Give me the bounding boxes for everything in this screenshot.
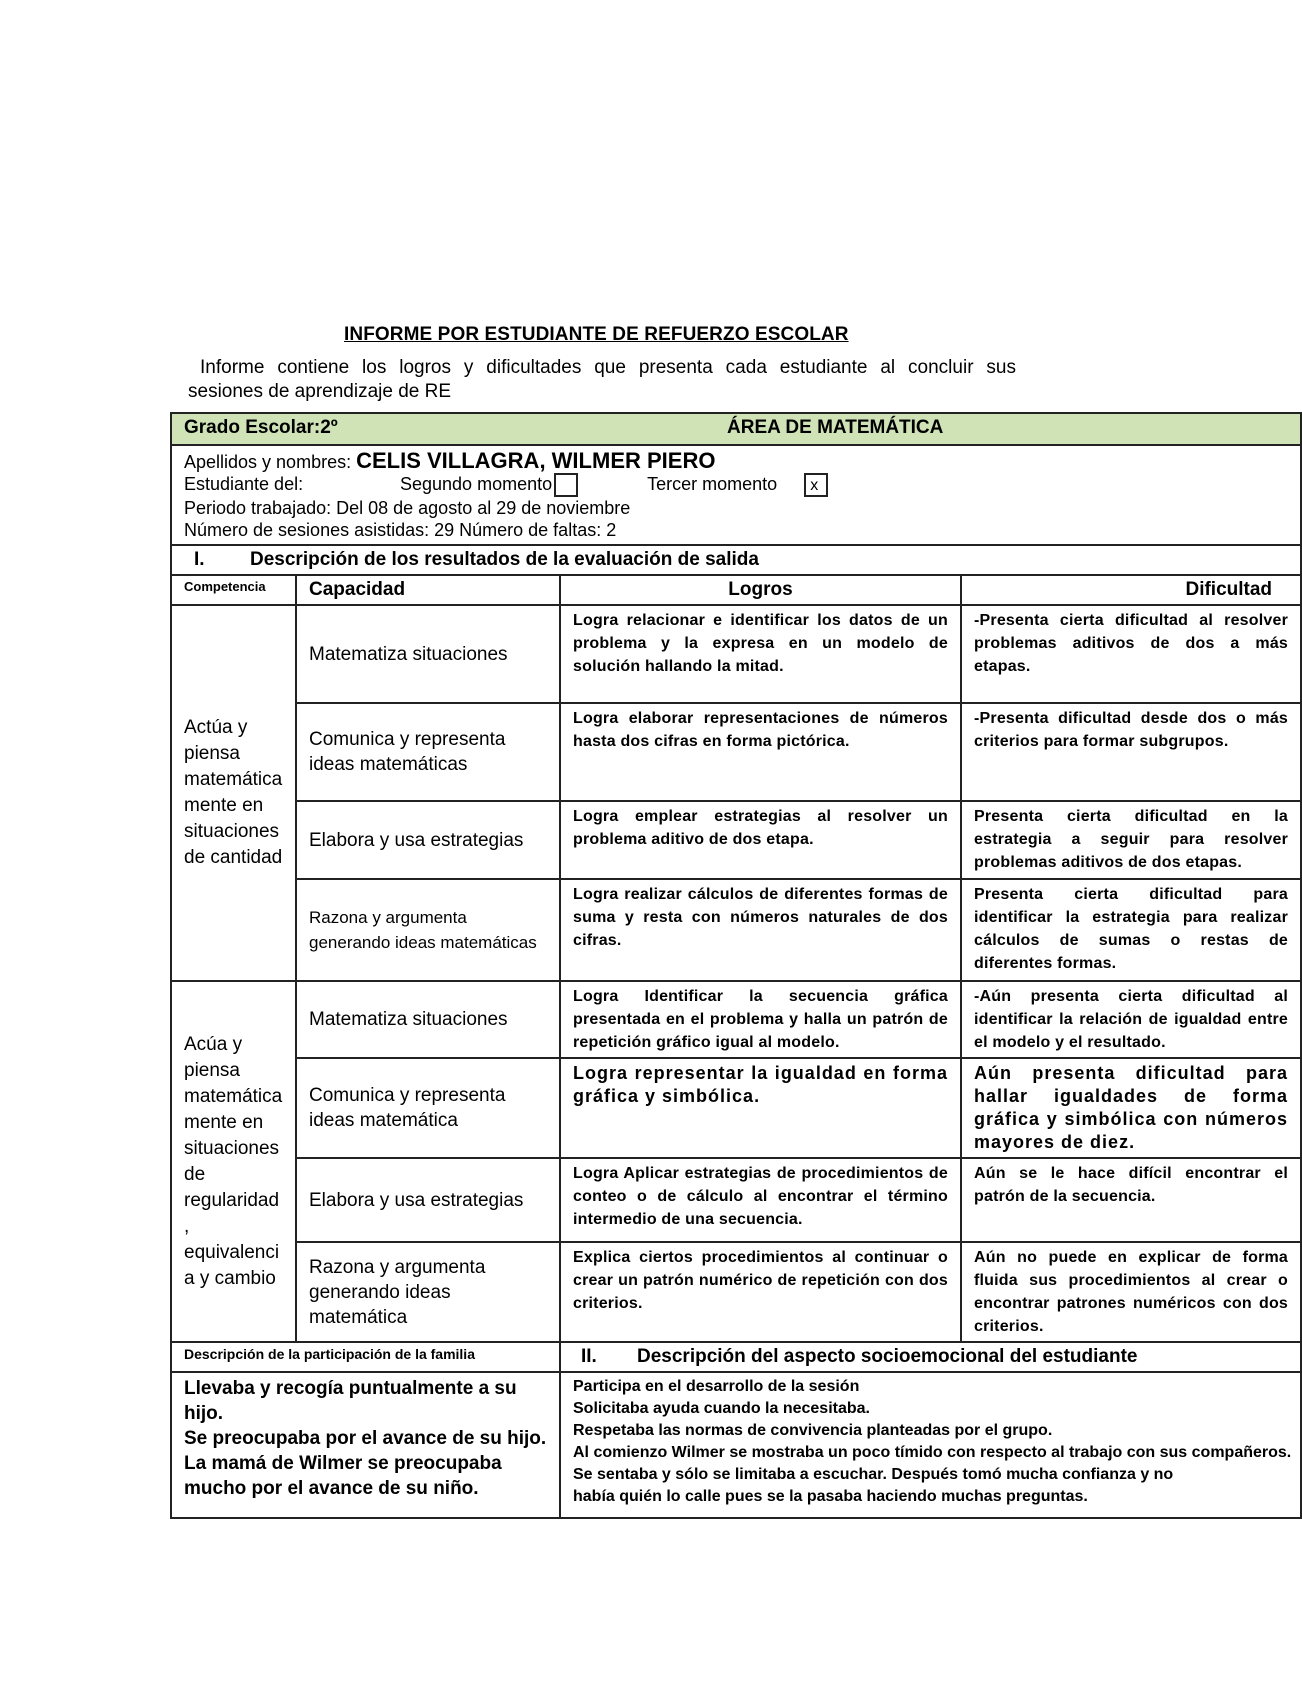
table-row: [171, 703, 1301, 801]
report-table-frame: [170, 412, 1292, 1506]
table-row: [171, 879, 1301, 981]
capacidad-cell: Elabora y usa estrategias: [296, 801, 560, 879]
table-row: [171, 1158, 1301, 1242]
competencia-1: Actúa y piensa matemática mente en situaciones de cantidad: [171, 605, 296, 981]
socio-line: Solicitaba ayuda cuando la necesitaba.: [573, 1400, 870, 1418]
socioemotional-description: [560, 1372, 1301, 1518]
logro-cell: Logra representar la igualdad en forma gráfica y simbólica.: [560, 1058, 961, 1158]
dificultad-cell: -Aún presenta cierta dificultad al identificar la relación de igualdad entre el modelo y el resultado.: [961, 981, 1301, 1058]
table-row: [171, 605, 1301, 703]
table-row: [171, 801, 1301, 879]
family-title: Descripción de la participación de la familia: [171, 1342, 560, 1372]
column-header-row: [171, 575, 1301, 605]
intro-paragraph: [188, 356, 1016, 404]
family-socio-body-row: [171, 1372, 1301, 1518]
grade-label: Grado Escolar:2º: [184, 417, 338, 438]
capacidad-cell: Razona y argumenta generando ideas matemáticas: [296, 879, 560, 981]
section-2-title: Descripción del aspecto socioemocional del estudiante: [637, 1346, 1138, 1368]
third-moment-label: Tercer momento: [647, 474, 778, 494]
logro-cell: Logra emplear estrategias al resolver un problema aditivo de dos etapa.: [560, 801, 961, 879]
dificultad-cell: -Presenta cierta dificultad al resolver problemas aditivos de dos a más etapas.: [961, 605, 1301, 703]
family-line: La mamá de Wilmer se preocupaba mucho por el avance de su niño.: [184, 1453, 502, 1500]
student-of-label: Estudiante del:: [184, 474, 304, 494]
table-row: [171, 1242, 1301, 1342]
logros-header: Logros: [560, 575, 961, 605]
dificultad-cell: Presenta cierta dificultad en la estrategia a seguir para resolver problemas aditivos de dos etapas.: [961, 801, 1301, 879]
capacidad-cell: Matematiza situaciones: [296, 981, 560, 1058]
family-line: Llevaba y recogía puntualmente a su hijo.: [184, 1378, 517, 1425]
dificultades-header: Dificultad: [961, 575, 1301, 605]
logro-cell: Logra Identificar la secuencia gráfica presentada en el problema y halla un patrón de repetición gráfico igual al modelo.: [560, 981, 961, 1058]
capacidad-cell: Elabora y usa estrategias: [296, 1158, 560, 1242]
socio-line: Al comienzo Wilmer se mostraba un poco tímido con respecto al trabajo con sus compañeros.: [573, 1444, 1292, 1462]
logro-cell: Logra relacionar e identificar los datos de un problema y la expresa en un modelo de solución hallando la mitad.: [560, 605, 961, 703]
family-socio-header-row: [171, 1342, 1301, 1372]
document-title: INFORME POR ESTUDIANTE DE REFUERZO ESCOLAR: [344, 324, 849, 345]
report-table: [170, 412, 1302, 1519]
capacidad-cell: Matematiza situaciones: [296, 605, 560, 703]
capacidad-header: Capacidad: [296, 575, 560, 605]
section-2-title-cell: [560, 1342, 1301, 1372]
table-row: [171, 1058, 1301, 1158]
section-1-number: I.: [194, 549, 205, 571]
logro-cell: Explica ciertos procedimientos al continuar o crear un patrón numérico de repetición con dos criterios.: [560, 1242, 961, 1342]
second-moment-checkbox[interactable]: [554, 473, 578, 497]
intro-line-1: Informe contiene los logros y dificultades que presenta cada estudiante al concluir sus: [200, 357, 1016, 378]
competencia-header: Competencia: [171, 575, 296, 605]
sessions-line: Número de sesiones asistidas: 29 Número de faltas: 2: [184, 520, 617, 541]
grade-area-row: [171, 413, 1301, 445]
socio-line: Respetaba las normas de convivencia planteadas por el grupo.: [573, 1422, 1053, 1440]
dificultad-cell: Presenta cierta dificultad para identificar la estrategia para realizar cálculos de sumas o restas de diferentes formas.: [961, 879, 1301, 981]
competencia-2: Acúa y piensa matemática mente en situaciones de regularidad , equivalenci a y cambio: [171, 981, 296, 1342]
third-moment-checkbox[interactable]: x: [804, 473, 828, 497]
student-name: CELIS VILLAGRA, WILMER PIERO: [356, 448, 716, 473]
logro-cell: Logra realizar cálculos de diferentes formas de suma y resta con números naturales de dos cifras.: [560, 879, 961, 981]
student-name-label: Apellidos y nombres:: [184, 452, 352, 472]
period-line: Periodo trabajado: Del 08 de agosto al 29 de noviembre: [184, 498, 631, 519]
student-info-row: [171, 445, 1301, 545]
socio-line: Participa en el desarrollo de la sesión: [573, 1378, 860, 1396]
area-label: ÁREA DE MATEMÁTICA: [727, 417, 944, 438]
socio-line: Se sentaba y sólo se limitaba a escuchar. Después tomó mucha confianza y no había quién lo calle pues se la pasaba haciendo muchas preguntas.: [573, 1466, 1174, 1506]
logro-cell: Logra elaborar representaciones de números hasta dos cifras en forma pictórica.: [560, 703, 961, 801]
capacidad-cell: Razona y argumenta generando ideas matemática: [296, 1242, 560, 1342]
intro-line-2: sesiones de aprendizaje de RE: [188, 381, 452, 402]
dificultad-cell: Aún presenta dificultad para hallar igualdades de forma gráfica y simbólica con números mayores de diez.: [961, 1058, 1301, 1158]
family-line: Se preocupaba por el avance de su hijo.: [184, 1428, 547, 1450]
section-1-title: Descripción de los resultados de la evaluación de salida: [250, 549, 759, 571]
student-name-line: [184, 450, 1288, 473]
dificultad-cell: Aún se le hace difícil encontrar el patrón de la secuencia.: [961, 1158, 1301, 1242]
dificultad-cell: Aún no puede en explicar de forma fluida sus procedimientos al crear o encontrar patrones numéricos con dos criterios.: [961, 1242, 1301, 1342]
section-2-number: II.: [581, 1346, 597, 1368]
section-1-title-row: [171, 545, 1301, 575]
capacidad-cell: Comunica y representa ideas matemática: [296, 1058, 560, 1158]
family-description: [171, 1372, 560, 1518]
logro-cell: Logra Aplicar estrategias de procedimientos de conteo o de cálculo al encontrar el término intermedio de una secuencia.: [560, 1158, 961, 1242]
student-moment-line: [184, 473, 1288, 497]
second-moment-label: Segundo momento: [400, 474, 553, 494]
capacidad-cell: Comunica y representa ideas matemáticas: [296, 703, 560, 801]
table-row: [171, 981, 1301, 1058]
dificultad-cell: -Presenta dificultad desde dos o más criterios para formar subgrupos.: [961, 703, 1301, 801]
